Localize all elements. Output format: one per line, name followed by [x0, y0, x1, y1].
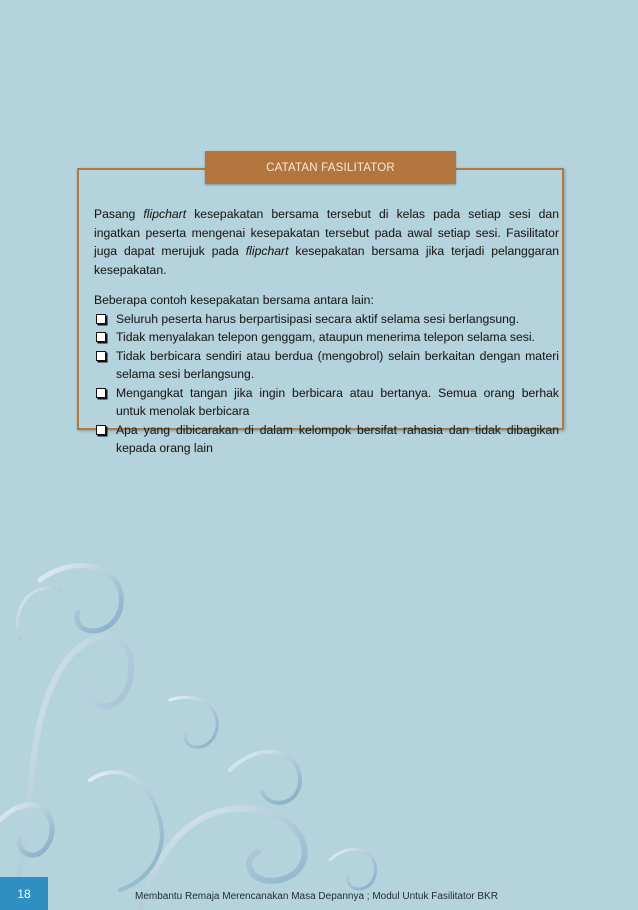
checkbox-icon — [96, 332, 106, 342]
note-content — [94, 205, 559, 458]
checkbox-icon — [96, 388, 106, 398]
footer-text: Membantu Remaja Merencanakan Masa Depannya ; Modul Untuk Fasilitator BKR — [135, 891, 498, 902]
intro-paragraph: Pasang flipchart kesepakatan bersama tersebut di kelas pada setiap sesi dan ingatkan peserta mengenai kesepakatan tersebut pada awal setiap sesi. Fasilitator juga dapat merujuk pada flipchart kesepakatan bersama jika terjadi pelanggaran kesepakatan. — [94, 207, 560, 277]
list-item: Tidak menyalakan telepon genggam, ataupun menerima telepon selama sesi. — [94, 328, 559, 347]
checkbox-icon — [96, 314, 106, 324]
flipchart-term: flipchart — [245, 244, 289, 258]
list-lead: Beberapa contoh kesepakatan bersama antara lain: — [94, 293, 374, 307]
list-item: Mengangkat tangan jika ingin berbicara atau bertanya. Semua orang berhak untuk menolak berbicara — [94, 384, 559, 421]
decorative-swirl-ornament — [0, 520, 638, 910]
agreement-list — [94, 310, 559, 458]
box-title: CATATAN FASILITATOR — [205, 151, 456, 184]
list-item: Seluruh peserta harus berpartisipasi secara aktif selama sesi berlangsung. — [94, 310, 559, 329]
checkbox-icon — [96, 351, 106, 361]
list-item: Apa yang dibicarakan di dalam kelompok bersifat rahasia dan tidak dibagikan kepada orang lain — [94, 421, 559, 458]
list-item: Tidak berbicara sendiri atau berdua (mengobrol) selain berkaitan dengan materi selama sesi berlangsung. — [94, 347, 559, 384]
checkbox-icon — [96, 425, 106, 435]
page-number: 18 — [0, 877, 48, 910]
flipchart-term: flipchart — [143, 207, 187, 221]
